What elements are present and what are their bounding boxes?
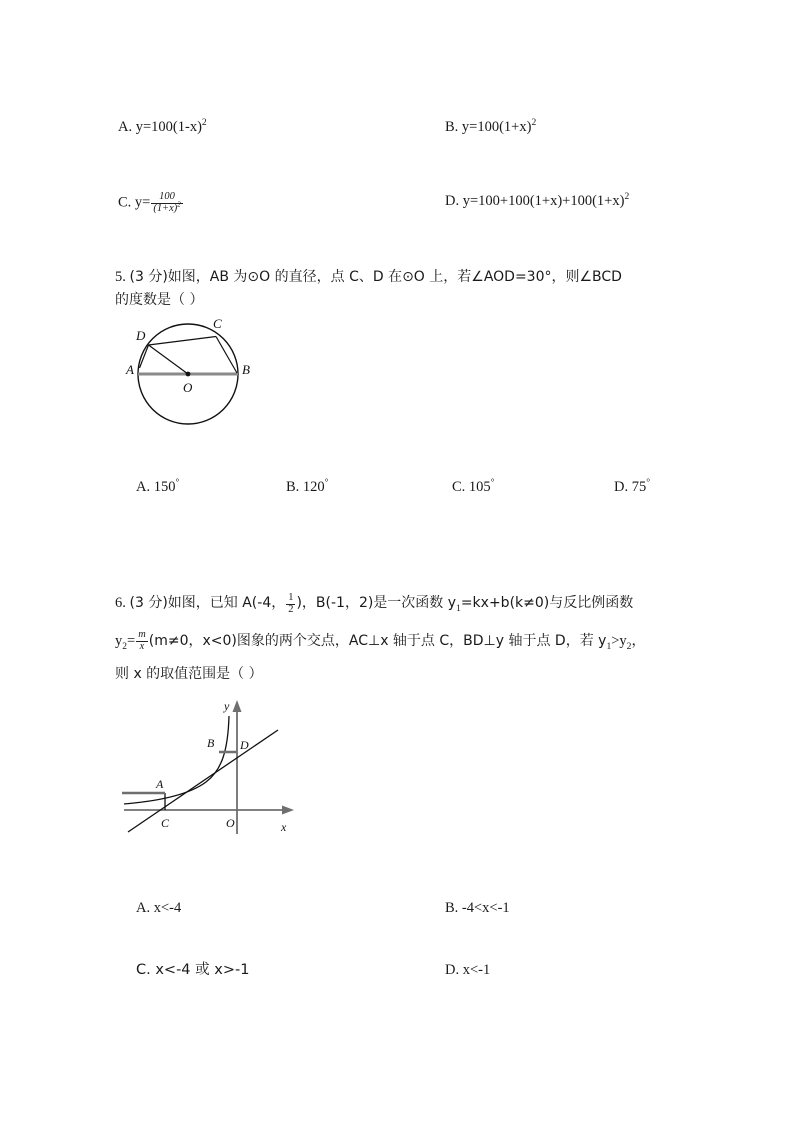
q4-option-d-label: D. — [445, 193, 460, 209]
question-5-line-2 — [115, 289, 695, 309]
q5-option-d-degree: ° — [646, 477, 651, 489]
question-6-figure — [118, 694, 303, 844]
question-6-line-2 — [115, 630, 705, 654]
y2-subscript: 2 — [122, 640, 128, 652]
circle-diagram-svg — [112, 312, 277, 430]
segment-od — [149, 345, 189, 374]
q4-option-c-lead: y= — [134, 194, 151, 211]
q6-option-d-label: D. — [445, 962, 460, 978]
linear-function-line — [128, 730, 278, 832]
question-6-line-2-part-b: (m≠0，x<0)图象的两个交点，AC⊥x 轴于点 C，BD⊥y 轴于点 D，若 y — [148, 632, 607, 649]
q5-option-c — [452, 478, 495, 496]
label-o: O — [183, 380, 193, 395]
point-a-y-fraction: $\frac{1}{2}$ — [288, 591, 294, 615]
q6-option-b-text: -4<x<-1 — [461, 900, 510, 916]
q5-option-d-label: D. — [614, 479, 629, 495]
y2-subscript-line2: 2 — [626, 640, 632, 652]
y2-symbol: y — [115, 632, 123, 649]
q4-option-d-exponent: 2 — [624, 191, 630, 203]
label-b-point: B — [207, 736, 215, 750]
label-d-point: D — [240, 738, 249, 752]
q5-option-b-label: B. — [286, 479, 300, 495]
question-6-text-line-3: 则 x 的取值范围是（ ） — [115, 666, 263, 683]
question-6-line-1-part-b: )，B(-1，2)是一次函数 y — [296, 595, 457, 611]
q4-option-a-label: A. — [118, 119, 133, 135]
q5-option-c-value: 105 — [468, 479, 491, 495]
q4-option-b-text: y=100(1+x) — [461, 119, 532, 135]
q5-option-a — [136, 478, 179, 496]
q5-option-a-value: 150 — [153, 479, 176, 495]
q5-option-b — [286, 478, 329, 496]
question-6-score: (3 分) — [129, 595, 168, 611]
q5-option-d-value: 75 — [631, 479, 647, 495]
question-5-line-1 — [115, 266, 695, 286]
x-axis-arrow — [282, 806, 294, 815]
question-5-text-line-2: 的度数是（ ） — [115, 292, 204, 308]
q5-option-b-value: 120 — [302, 479, 325, 495]
segment-dc — [149, 337, 217, 346]
label-x-axis: x — [281, 820, 287, 834]
equals-sign: = — [127, 632, 136, 649]
hyperbola-curve — [124, 716, 229, 804]
question-6-line-3 — [115, 663, 705, 683]
question-5-stem — [115, 266, 695, 309]
question-6-line-1-part-c: =kx+b(k≠0)与反比例函数 — [460, 595, 634, 611]
q4-option-b-exponent: 2 — [531, 117, 537, 129]
question-6-line-2-part-c: ， — [631, 632, 646, 649]
label-c: C — [213, 316, 222, 331]
label-b: B — [242, 362, 250, 377]
q5-option-a-label: A. — [136, 479, 151, 495]
label-a: A — [126, 362, 134, 377]
q4-option-d-text: y=100+100(1+x)+100(1+x) — [462, 193, 625, 209]
q4-option-c — [118, 192, 184, 215]
question-6-number: 6. — [115, 595, 126, 611]
label-a-point: A — [156, 777, 164, 791]
question-5-figure — [112, 312, 277, 435]
inverse-function-fraction: $\frac{m}{x}$ — [138, 629, 146, 653]
q5-option-c-label: C. — [452, 479, 466, 495]
question-6-line-1 — [115, 592, 705, 616]
q6-option-c-text: x<-4 或 x>-1 — [155, 962, 250, 978]
q5-option-d — [614, 478, 650, 496]
q4-option-b-label: B. — [445, 119, 459, 135]
label-origin: O — [226, 816, 235, 830]
question-6-line-1-part-a: 如图，已知 A(-4， — [167, 595, 286, 611]
q4-option-a-text: y=100(1-x) — [135, 119, 202, 135]
coordinate-graph-svg — [118, 694, 303, 839]
q4-option-c-numerator: 100 — [159, 191, 175, 202]
question-5-number: 5. — [115, 269, 126, 285]
q4-option-c-label: C. — [118, 194, 132, 211]
question-5-score: (3 分) — [129, 269, 168, 285]
q5-option-a-degree: ° — [175, 477, 180, 489]
q6-option-d-text: x<-1 — [462, 962, 491, 978]
q6-option-d — [445, 961, 490, 979]
q6-option-a-label: A. — [136, 900, 151, 916]
label-c-point: C — [161, 816, 170, 830]
y1-subscript-line1: 1 — [456, 602, 461, 614]
question-6-stem — [115, 592, 705, 683]
q4-option-c-denominator: $(1+x)^2$ — [153, 201, 181, 214]
q4-option-d — [445, 192, 629, 210]
q4-option-b — [445, 118, 536, 136]
y1-subscript-line2: 1 — [606, 640, 612, 652]
center-point-o — [186, 372, 191, 377]
q5-option-c-degree: ° — [490, 477, 495, 489]
q6-option-c — [136, 961, 249, 979]
q5-option-b-degree: ° — [324, 477, 329, 489]
q4-option-a-exponent: 2 — [201, 117, 207, 129]
q6-option-b-label: B. — [445, 900, 459, 916]
q4-option-c-fraction — [151, 192, 182, 215]
label-d: D — [136, 328, 146, 343]
q6-option-a — [136, 899, 181, 917]
y-axis-arrow — [233, 700, 242, 712]
greater-than-y: >y — [611, 632, 627, 649]
q6-option-a-text: x<-4 — [153, 900, 182, 916]
label-y-axis: y — [224, 699, 230, 713]
q4-option-a — [118, 118, 207, 136]
question-5-text-line-1: 如图，AB 为⊙O 的直径，点 C、D 在⊙O 上，若∠AOD=30°，则∠BCD — [167, 269, 622, 285]
q6-option-c-label: C. — [136, 962, 151, 978]
q6-option-b — [445, 899, 510, 917]
